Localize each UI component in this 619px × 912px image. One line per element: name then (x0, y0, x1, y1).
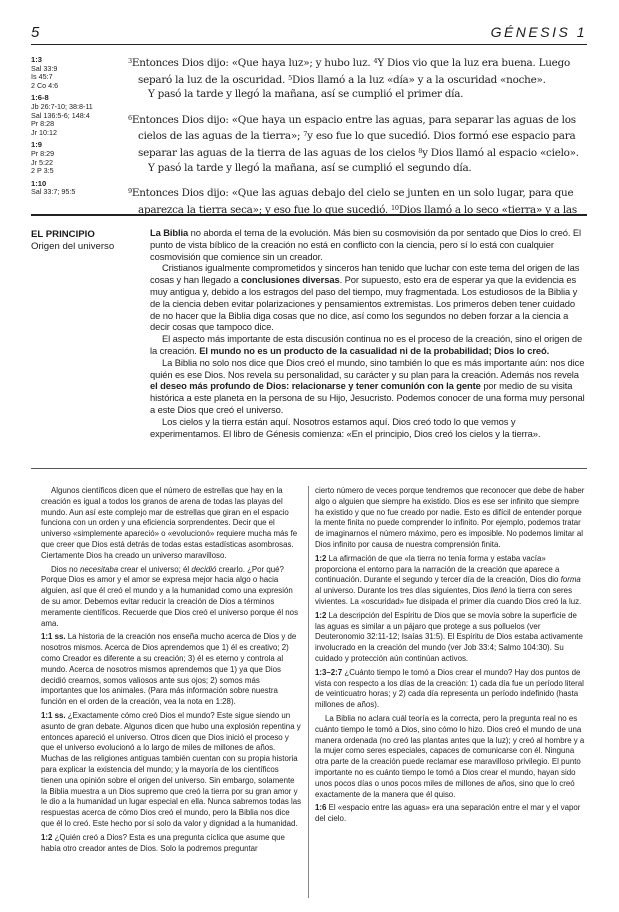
note-text: ¿Quién creó a Dios? Esta es una pregunta cíclica que asume que había otro creador antes de Dios. Solo la podremos preguntar (41, 832, 285, 853)
header-rule (31, 44, 587, 45)
note-reference: 1:6 (315, 803, 327, 813)
day-closing: Y pasó la tarde y llegó la mañana, así se cumplió el segundo día. (148, 161, 472, 174)
xref-group (31, 56, 121, 90)
note-reference: 1:2 (315, 553, 327, 563)
feature-paragraph: Los cielos y la tierra están aquí. Nosotros estamos aquí. Dios creó todo lo que vemos y experimentamos. El libro de Génesis comienza: «En el principio, Dios creó los cielos y la tierra». (150, 415, 541, 439)
study-note (315, 554, 586, 608)
feature-text: . Por supuesto, esto era de esperar ya que la evidencia es muy antigua y, debido a los estragos del paso del tiempo, muy fragmentada. Los estudiosos de la Biblia y de la ciencia deben evitar polarizaciones y pensamientos extremistas. Los primeros deben tener cuidado de no hacer que la Biblia diga cosas que no dice, así como los segundos no deben forzar a la ciencia a decir cosas que tampoco dice. (150, 274, 578, 333)
study-note (41, 833, 302, 855)
note-text: La descripción del Espíritu de Dios que se movía sobre la superficie de las aguas es similar a un pájaro que protege a sus polluelos (ver Deuteronomio 32:11-12; Isaías 31:5). El Espíritu de Dios estaba activamente involucrado en la creación del mundo (ver Job 33:4; Salmo 104:30). Su cuidado y protección aún continúan activos. (315, 610, 583, 663)
note-reference: 1:1 ss. (41, 710, 66, 720)
study-note (315, 611, 586, 665)
xref-group (31, 141, 121, 175)
feature-article (150, 227, 587, 439)
xref-item: Jr 5:22 (31, 157, 53, 167)
note-italic: llenó (490, 586, 508, 596)
xref-item: Sal 33:7; 95:5 (31, 187, 76, 197)
feature-subtitle: Origen del universo (31, 241, 115, 252)
feature-text: La Biblia no solo nos dice que Dios creó el mundo, sino también lo que es más importante aún: nos dice quién es ese Dios. Nos revela su personalidad, su carácter y su plan para la creación. Además nos revela (150, 356, 585, 380)
note-reference: 1:2 (41, 832, 53, 842)
feature-heading (31, 229, 151, 253)
xref-item: Jb 26:7-10; 38:8-11 (31, 101, 93, 111)
note-text: crear el universo; él (118, 564, 192, 574)
verse-text: Entonces Dios dijo: «Que haya luz»; y hubo luz. (131, 57, 374, 69)
note-reference: 1:2 (315, 610, 327, 620)
study-note (41, 632, 302, 708)
verse-number: 3 (128, 57, 132, 65)
xref-item: 2 Co 4:6 (31, 80, 59, 90)
feature-text: Cristianos igualmente comprometidos y sinceros han tenido que luchar con este tema del origen de las cosas y han llegado a (150, 262, 580, 286)
scripture-paragraph (128, 111, 587, 175)
study-note: La Biblia no aclara cuál teoría es la correcta, pero la pregunta real no es cuánto tiempo le tomó a Dios, sino cómo lo hizo. Dios creó el mundo de una manera ordenada (no creó las plantas antes que la luz); y creó al hombre y a la mujer como seres especiales, capaces de comunicarse con él. Ninguna otra parte de la creación puede reclamar ese maravilloso privilegio. El punto importante no es cuánto tiempo le tomó a Dios crear el mundo, hayan sido unos pocos días o unos pocos miles de millones de años, sino que lo creó exactamente de la manera que él quiso. (315, 713, 585, 799)
verse-number: 4 (373, 57, 378, 65)
note-text: ¿Exactamente cómo creó Dios el mundo? Este sigue siendo un asunto de gran debate. Algunos dicen que hubo una explosión repentina y entonces apareció el universo. Otros dicen que Dios inició el proceso y que el universo evolucionó a lo largo de miles de millones de años. Muchas de las religiones antiguas también cuentan con su propia historia para explicar la existencia del mundo; y la mayoría de los científicos tienen una opinión sobre el origen del universo. Sin embargo, solamente la Biblia muestra a un Dios supremo que creó la tierra por su gran amor y le dio a la humanidad un lugar especial en ella. Nunca sabremos todas las respuestas acerca de cómo Dios creó el mundo, pero la Biblia nos dice que él lo creó. Este hecho por sí solo da valor y dignidad a la humanidad. (41, 710, 302, 828)
column-divider (308, 486, 309, 898)
verse-text: Entonces Dios dijo: «Que haya un espacio entre las aguas, para separar las aguas de los cielos de las aguas de la tierra»; (131, 113, 576, 143)
xref-item: Is 45:7 (31, 72, 53, 82)
emphasis: El mundo no es un producto de la casualidad ni de la probabilidad; Dios lo creó. (199, 344, 550, 356)
xref-item: Pr 8:29 (31, 148, 55, 158)
xref-verse: 1:10 (31, 178, 47, 188)
xref-item: 2 P 3:5 (31, 166, 54, 176)
xref-item: Sal 136:5-6; 148:4 (31, 110, 90, 120)
study-note (315, 668, 586, 711)
emphasis: La Biblia (150, 227, 189, 238)
note-text: Dios no (51, 564, 80, 574)
verse-text: y Dios llamó al espacio «cielo». (422, 146, 579, 159)
study-notes-left (41, 486, 302, 857)
feature-text: por medio de su visita histórica a este planeta en la persona de su Hijo, Jesucristo. Podemos conocer de una forma muy personal a este Dios que creó el universo. (150, 380, 585, 415)
feature-paragraph (150, 333, 587, 357)
xref-group (31, 180, 121, 197)
verse-text: y eso fue lo que sucedió. Dios formó ese espacio para separar las aguas de la tierra de las aguas de los cielos (138, 130, 576, 159)
note-text: La afirmación de que «la tierra no tenía forma y estaba vacía» proporciona el entorno para la narración de la creación que aparece a continuación. Durante el segundo y tercer día de la creación, Dios dio (315, 553, 561, 585)
section-rule (31, 214, 587, 216)
verse-number: 6 (128, 113, 132, 122)
study-note: cierto número de veces porque tendremos que reconocer que debe de haber algo o alguien que siempre ha existido. Dios es ese ser infinito que siempre ha existido y que no fue creado por nadie. Esto es difícil de entender porque la mente finita no puede comprender lo infinito. Por ejemplo, podemos tratar de imaginarnos el número máximo, pero es imposible. No podemos limitar al Dios infinito por causa de nuestra comprensión finita. (315, 486, 585, 549)
note-reference: 1:1 ss. (41, 632, 66, 642)
note-reference: 1:3–2:7 (315, 667, 343, 677)
verse-number: 5 (288, 73, 293, 82)
emphasis: el deseo más profundo de Dios: relacionarse y tener comunión con la gente (150, 380, 481, 392)
xref-group (31, 94, 121, 137)
verse-number: 10 (391, 203, 399, 212)
verse-text: Y Dios vio que la luz era buena. Luego separó la luz de la oscuridad. (138, 57, 570, 86)
running-head-book: GÉNESIS 1 (490, 24, 587, 40)
verse-number: 9 (128, 187, 132, 196)
feature-paragraph (150, 357, 587, 416)
study-note (315, 803, 586, 825)
feature-text: no aborda el tema de la evolución. Más bien su cosmovisión da por sentado que Dios lo creó. El punto de vista bíblico de la creación no está en conflicto con la ciencia, pero sí lo está con cualquier cosmovisión que comience sin un creador. (150, 227, 581, 262)
note-italic: necesitaba (79, 564, 119, 574)
emphasis: conclusiones diversas (241, 274, 340, 286)
note-text: La historia de la creación nos enseña mucho acerca de Dios y de nosotros mismos. Acerca de Dios aprendemos que 1) él es creativo; 2) como Creador es diferente a su creación; 3) él es eterno y controla al mundo. Acerca de nosotros mismos aprendemos que 1) ya que Dios decidió crearnos, somos valiosos ante sus ojos; 2) somos más importantes que los animales. (Para más información sobre nuestra función en el orden de la creación, vea la nota en 1:28). (41, 632, 297, 707)
scripture-text (128, 54, 587, 226)
verse-number: 8 (418, 146, 423, 155)
xref-item: Sal 33:9 (31, 63, 58, 73)
day-closing: Y pasó la tarde y llegó la mañana, así se cumplió el primer día. (148, 88, 464, 101)
feature-paragraph (150, 227, 587, 262)
verse-text: Dios llamó a lo seco «tierra» y a las (398, 203, 577, 216)
note-text: crearlo. ¿Por qué? Porque Dios es amor y el amor se expresa mejor hacia algo o hacia alguien, así que él creó el mundo y a la humanidad como una expresión de su amor. Debemos evitar reducir la creación de Dios a términos meramente científicos. Recuerde que Dios creó el universo porque él nos ama. (41, 564, 299, 628)
feature-text: El aspecto más importante de esta discusión continua no es el proceso de la creación, sino el origen de la creación. (150, 333, 583, 356)
cross-references (31, 56, 121, 201)
note-text: al universo. Durante los tres días siguientes, Dios (315, 586, 491, 596)
study-notes-right (315, 486, 586, 828)
study-note (41, 711, 302, 830)
scripture-paragraph (128, 184, 587, 217)
feature-paragraph (150, 262, 587, 333)
study-note (41, 565, 302, 630)
feature-rule (31, 468, 587, 469)
xref-verse: 1:9 (31, 140, 42, 150)
page-number: 5 (31, 24, 40, 41)
verse-text: Dios llamó a la luz «día» y a la oscuridad «noche». (292, 73, 546, 86)
note-italic: forma (560, 575, 581, 585)
verse-number: 7 (303, 130, 308, 139)
note-text: El «espacio entre las aguas» era una separación entre el mar y el vapor del cielo. (315, 803, 581, 824)
note-text: ¿Cuánto tiempo le tomó a Dios crear el mundo? Hay dos puntos de vista con respecto a los días de la creación: 1) cada día fue un período literal de veinticuatro horas; y 2) cada día representa un período indefinido (hasta millones de años). (315, 667, 584, 710)
verse-text: Entonces Dios dijo: «Que las aguas debajo del cielo se junten en un solo lugar, para que aparezca la tierra seca»; y eso fue lo que sucedió. (131, 187, 574, 216)
scripture-paragraph (128, 54, 587, 102)
feature-title: EL PRINCIPIO (31, 229, 95, 240)
xref-item: Jr 10:12 (31, 127, 57, 137)
page-header (31, 24, 587, 42)
study-note: Algunos científicos dicen que el número de estrellas que hay en la creación es igual a todos los granos de arena de todas las playas del mundo. Aun así este complejo mar de estrellas que giran en el espacio funciona con un orden y una eficiencia sorprendentes. Decir que el universo «simplemente apareció» o «evolucionó» requiere mucha más fe que creer que Dios está detrás de todas estas estadísticas asombrosas. Ciertamente Dios ha creado un universo maravilloso. (41, 486, 298, 560)
xref-verse: 1:6-8 (31, 93, 49, 103)
note-text: la tierra con seres vivientes. La «oscuridad» fue disipada el primer día cuando Dios creó la luz. (315, 586, 582, 606)
xref-item: Pr 8:28 (31, 119, 55, 129)
xref-verse: 1:3 (31, 55, 42, 64)
note-italic: decidió (191, 564, 217, 574)
